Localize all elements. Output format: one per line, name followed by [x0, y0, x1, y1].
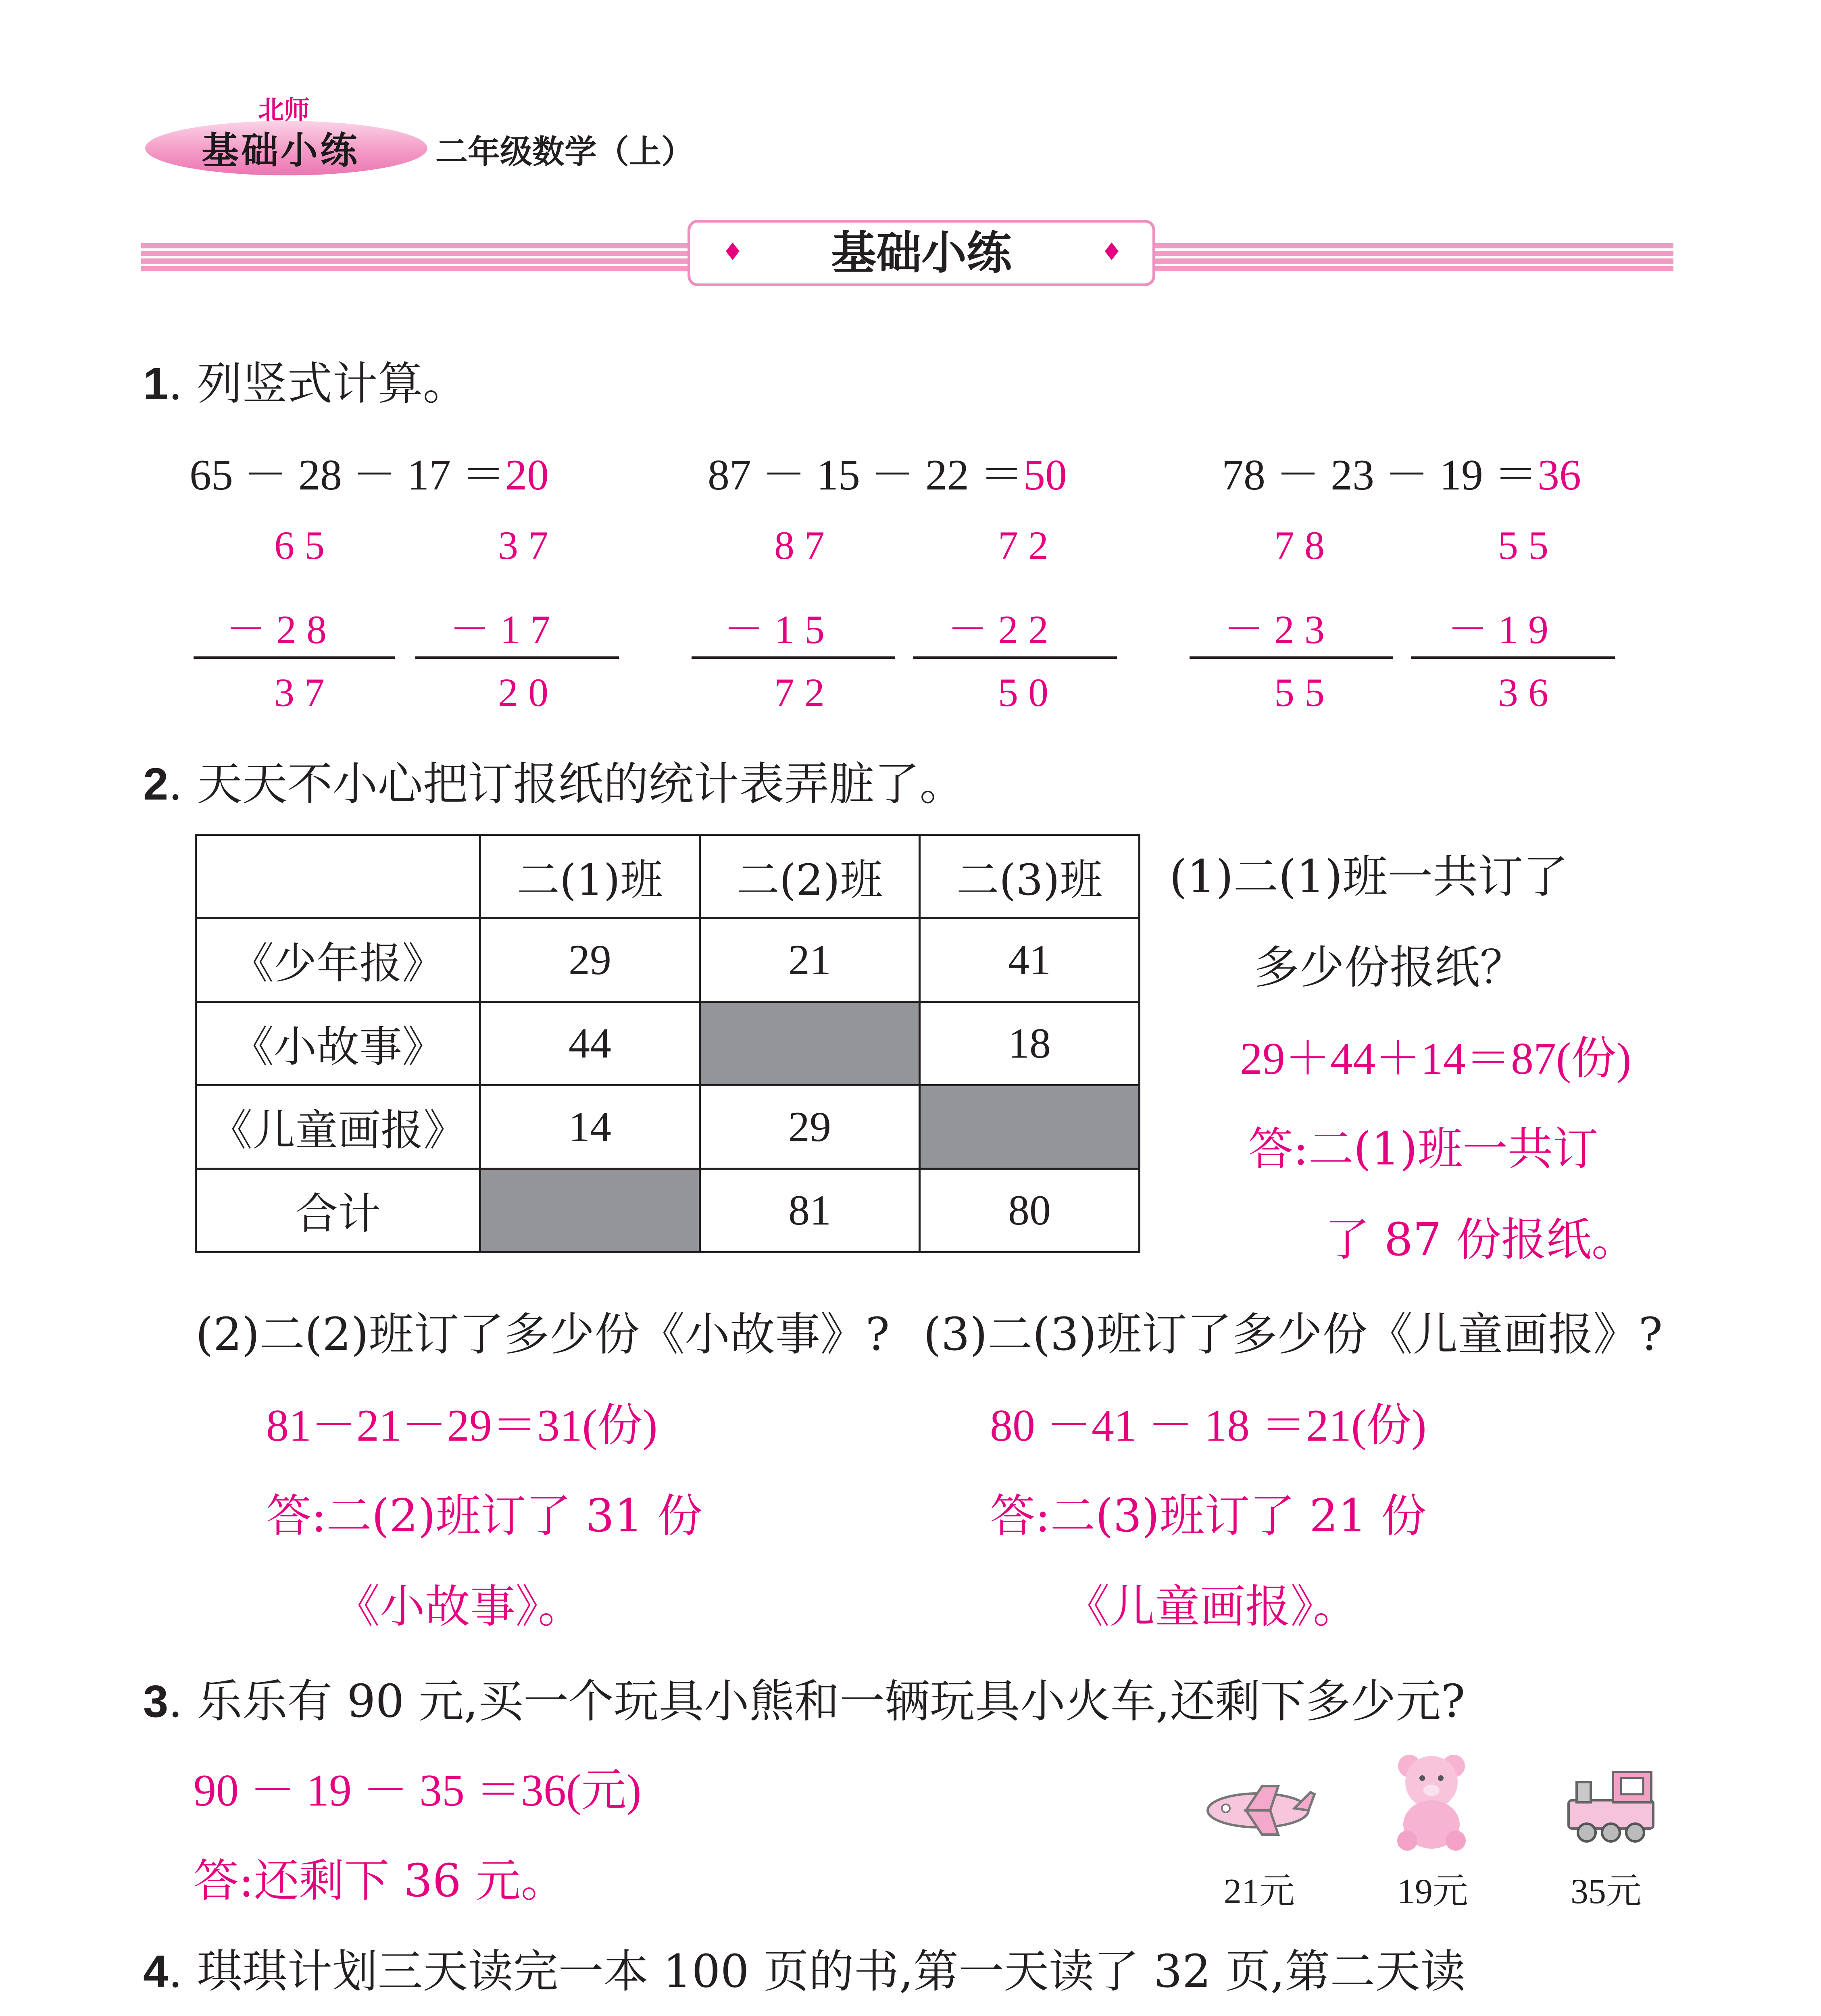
subquestion-1-line1: (1)二(1)班一共订了: [1169, 851, 1569, 903]
subquestion-2-equation: 81－21－29＝31(份): [266, 1401, 658, 1451]
question-number: 2: [143, 759, 169, 809]
logo-publisher: 北师: [258, 95, 310, 125]
vertical-calc-subtrahend: － 1 9: [1448, 607, 1548, 652]
book-title: 二年级数学（上）: [435, 133, 694, 171]
vertical-calc-result: 5 0: [998, 670, 1048, 715]
table-header-cell: 二(2)班: [700, 835, 920, 918]
vertical-calc-rule: [1411, 656, 1615, 659]
vertical-calc-rule: [415, 656, 619, 659]
table-header-row: [196, 835, 1140, 918]
equation: [708, 439, 1067, 502]
equation-expression: 87 － 15 － 22 ＝: [708, 451, 1024, 499]
question-number: 3: [143, 1676, 169, 1727]
equation: [1222, 439, 1581, 502]
table-header-cell: 二(1)班: [480, 835, 700, 918]
subquestion-3-answer-line1: 答:二(3)班订了 21 份: [990, 1490, 1427, 1542]
vertical-calc-rule: [194, 656, 395, 659]
subquestion-2: (2)二(2)班订了多少份《小故事》?: [196, 1308, 890, 1361]
question-text: . 琪琪计划三天读完一本 100 页的书,第一天读了 32 页,第二天读: [168, 1945, 1466, 1998]
train-icon: [1565, 1764, 1657, 1845]
vertical-calc-subtrahend: － 2 2: [948, 607, 1048, 652]
table-cell: 81: [700, 1169, 920, 1252]
question-number: 4: [143, 1946, 169, 1997]
subquestion-1-answer-line1: 答:二(1)班一共订: [1248, 1123, 1598, 1175]
vertical-calc-result: 2 0: [498, 670, 548, 715]
table-row: [196, 918, 1140, 1002]
subquestion-1-answer-line2: 了 87 份报纸。: [1325, 1214, 1637, 1266]
vertical-calc-subtrahend: － 1 5: [724, 607, 825, 652]
vertical-calc-subtrahend: － 2 3: [1224, 607, 1325, 652]
table-cell: 18: [920, 1002, 1140, 1085]
equation-answer: 20: [505, 451, 549, 499]
vertical-calc-subtrahend: － 1 7: [450, 607, 550, 652]
vertical-calc-rule: [1190, 656, 1393, 659]
equation-expression: 65 － 28 － 17 ＝: [190, 451, 506, 499]
table-cell: 41: [920, 918, 1140, 1002]
table-row-label: 《少年报》: [196, 918, 480, 1002]
question-3-answer: 答:还剩下 36 元。: [194, 1855, 566, 1907]
newspaper-stats-table: [195, 834, 1140, 1253]
question-number: 1: [143, 358, 169, 409]
equation: [190, 439, 549, 502]
question-text: . 天天不小心把订报纸的统计表弄脏了。: [168, 758, 965, 810]
table-cell: 29: [700, 1085, 920, 1169]
equation-answer: 36: [1538, 451, 1581, 499]
section-title: 基础小练: [831, 227, 1012, 279]
table-cell: 44: [480, 1002, 700, 1085]
table-cell: 14: [480, 1085, 700, 1169]
subquestion-1-line2: 多少份报纸？: [1254, 941, 1525, 994]
subquestion-3-equation: 80 －41 － 18 ＝21(份): [990, 1401, 1427, 1451]
subquestion-3: (3)二(3)班订了多少份《儿童画报》?: [923, 1308, 1663, 1361]
table-row: [196, 1169, 1140, 1252]
table-cell: 21: [700, 918, 920, 1002]
teddy-bear-icon: [1389, 1750, 1474, 1851]
toy-price: 35元: [1571, 1872, 1642, 1911]
vertical-calc-rule: [692, 656, 895, 659]
vertical-calc-top: 8 7: [774, 523, 825, 568]
table-row-label: 合计: [196, 1169, 480, 1252]
logo-series-title: 基础小练: [202, 129, 360, 172]
table-header-cell: 二(3)班: [920, 835, 1140, 918]
subquestion-2-answer-line2: 《小故事》。: [335, 1581, 583, 1633]
table-row: [196, 1002, 1140, 1085]
vertical-calc-top: 6 5: [274, 523, 325, 568]
diamond-icon: ♦: [722, 238, 744, 266]
question-4: [143, 1935, 1465, 2000]
toy-price: 21元: [1224, 1872, 1295, 1911]
vertical-calc-top: 7 8: [1274, 523, 1325, 568]
airplane-icon: [1202, 1770, 1319, 1843]
vertical-calc-top: 3 7: [498, 523, 548, 568]
question-3-equation: 90 － 19 － 35 ＝36(元): [194, 1766, 642, 1816]
vertical-calc-rule: [913, 656, 1117, 659]
vertical-calc-subtrahend: － 2 8: [226, 607, 327, 652]
equation-expression: 78 － 23 － 19 ＝: [1222, 451, 1538, 499]
table-header-cell: [196, 835, 480, 918]
subquestion-2-answer-line1: 答:二(2)班订了 31 份: [266, 1490, 703, 1542]
vertical-calc-result: 5 5: [1274, 670, 1325, 715]
question-3: [143, 1665, 1465, 1730]
table-row-label: 《小故事》: [196, 1002, 480, 1085]
vertical-calc-result: 3 7: [274, 670, 325, 715]
vertical-calc-result: 3 6: [1498, 670, 1548, 715]
table-cell: 80: [920, 1169, 1140, 1252]
question-text: . 列竖式计算。: [168, 358, 468, 410]
equation-answer: 50: [1023, 451, 1067, 499]
smudged-cell: [920, 1085, 1140, 1169]
table-row: [196, 1085, 1140, 1169]
smudged-cell: [700, 1002, 920, 1085]
toy-price: 19元: [1397, 1872, 1469, 1911]
vertical-calc-result: 7 2: [774, 670, 825, 715]
question-2: [143, 748, 965, 813]
table-cell: 29: [480, 918, 700, 1002]
vertical-calc-top: 5 5: [1498, 523, 1548, 568]
subquestion-3-answer-line2: 《儿童画报》。: [1065, 1581, 1358, 1633]
subquestion-1-equation: 29＋44＋14＝87(份): [1240, 1034, 1631, 1084]
question-text: . 乐乐有 90 元,买一个玩具小熊和一辆玩具小火车,还剩下多少元?: [168, 1675, 1465, 1728]
table-row-label: 《儿童画报》: [196, 1085, 480, 1169]
diamond-icon: ♦: [1101, 238, 1123, 266]
vertical-calc-top: 7 2: [998, 523, 1048, 568]
smudged-cell: [480, 1169, 700, 1252]
question-1: [143, 348, 468, 412]
